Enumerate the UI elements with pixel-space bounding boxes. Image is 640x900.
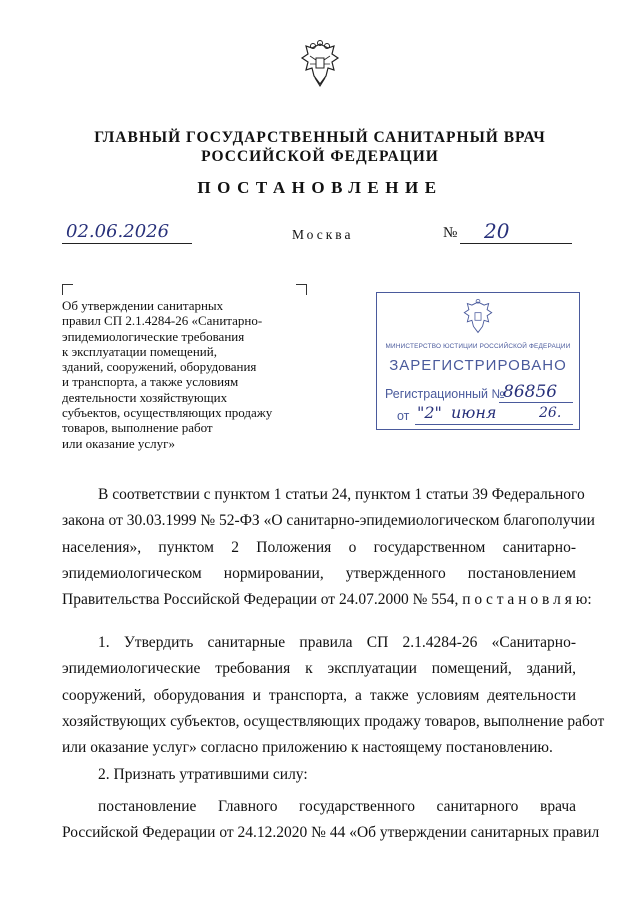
subject-line: и транспорта, а также условиям (62, 374, 239, 390)
item-1-line: эпидемиологические требования к эксплуатации помещений, зданий, (62, 660, 576, 678)
preamble-paragraph (62, 482, 595, 613)
item-2-heading: 2. Признать утратившими силу: (98, 766, 308, 783)
item-2-sub-line: постановление Главного государственного санитарного врача (98, 798, 576, 815)
stamp-emblem-icon (461, 299, 495, 337)
preamble-line: закона от 30.03.1999 № 52-ФЗ «О санитарно-эпидемиологическом благополучии (62, 512, 595, 530)
subject-line: субъектов, осуществляющих продажу (62, 405, 273, 421)
stamp-date-year: 26. (539, 405, 562, 421)
preamble-line: населения», пунктом 2 Положения о государственном санитарно- (62, 538, 576, 556)
stamp-date-prefix: от (397, 409, 410, 423)
item-1-paragraph (62, 630, 605, 761)
stamp-reg-number-label: Регистрационный № (385, 387, 505, 401)
item-2-sub-line: Российской Федерации от 24.12.2020 № 44 «Об утверждении санитарных правил (62, 824, 600, 842)
handwritten-number: 20 (484, 219, 510, 243)
stamp-date-month: июня (451, 403, 497, 422)
subject-line: Об утверждении санитарных (62, 298, 224, 313)
subject-line: товаров, выполнение работ (62, 420, 213, 436)
city-label: Москва (292, 227, 354, 242)
subject-line: правил СП 2.1.4284-26 «Санитарно- (62, 313, 263, 329)
preamble-line: эпидемиологическом нормировании, утвержденного постановлением (62, 564, 576, 582)
stamp-reg-number: 86856 (503, 382, 558, 402)
subject-line: деятельности хозяйствующих (62, 389, 228, 405)
issuing-authority-line1: ГЛАВНЫЙ ГОСУДАРСТВЕННЫЙ САНИТАРНЫЙ ВРАЧ (94, 129, 546, 146)
issuing-authority-line2: РОССИЙСКОЙ ФЕДЕРАЦИИ (201, 148, 439, 165)
subject-line: эпидемиологические требования (62, 328, 245, 344)
item-1-line: сооружений, оборудования и транспорта, а также условиям деятельности (62, 686, 576, 704)
item-1-line: 1. Утвердить санитарные правила СП 2.1.4284-26 «Санитарно- (98, 634, 576, 651)
subject-line: к эксплуатации помещений, (62, 343, 217, 359)
stamp-date-underline (415, 424, 573, 425)
registration-stamp (376, 292, 580, 430)
document-subject (62, 298, 306, 451)
stamp-ministry-name: МИНИСТЕРСТВО ЮСТИЦИИ РОССИЙСКОЙ ФЕДЕРАЦИИ (385, 343, 571, 350)
item-1-line: хозяйствующих субъектов, осуществляющих продажу товаров, выполнение работ (62, 712, 605, 730)
coat-of-arms-emblem (298, 40, 342, 90)
subject-line: зданий, сооружений, оборудования (62, 359, 257, 375)
preamble-line: В соответствии с пунктом 1 статьи 24, пунктом 1 статьи 39 Федерального (98, 486, 585, 503)
preamble-line: Правительства Российской Федерации от 24.07.2000 № 554, п о с т а н о в л я ю: (62, 591, 592, 609)
number-underline (460, 243, 572, 244)
subject-corner-right (296, 284, 307, 295)
subject-corner-left (62, 284, 73, 295)
stamp-registered-label: ЗАРЕГИСТРИРОВАНО (389, 357, 567, 374)
stamp-date-day: "2" (417, 403, 442, 422)
item-2-subparagraph (62, 794, 600, 847)
handwritten-date: 02.06.2026 (66, 221, 170, 242)
document-type-title: ПОСТАНОВЛЕНИЕ (197, 178, 443, 197)
subject-line: или оказание услуг» (62, 435, 175, 451)
stamp-reg-number-underline (499, 402, 573, 403)
date-underline (62, 243, 192, 244)
item-1-line: или оказание услуг» согласно приложению к настоящему постановлению. (62, 739, 553, 757)
number-sign: № (443, 225, 458, 241)
